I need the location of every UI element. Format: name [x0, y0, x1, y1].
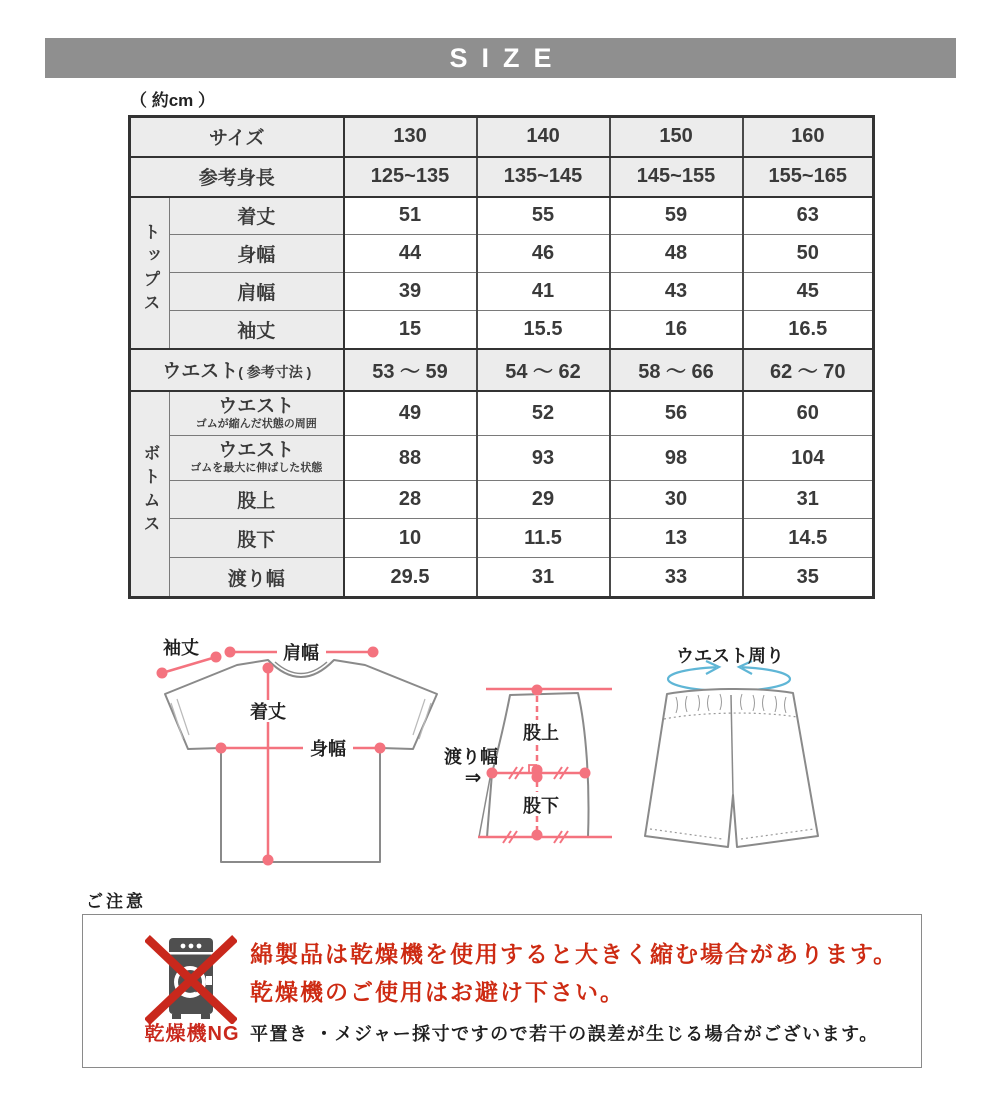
waist-ref-label-note: ( 参考寸法 ) [238, 364, 312, 380]
waist-relaxed-sub: ゴムが縮んだ状態の周囲 [195, 417, 317, 430]
height-row-label: 参考身長 [130, 157, 344, 197]
shorts-thigh-arrow: ⇒ [464, 767, 482, 789]
shorts-inseam-label: 股下 [523, 796, 559, 816]
unit-note: （ 約cm ） [130, 91, 216, 110]
warning-line-1: 綿製品は乾燥機を使用すると大きく縮む場合があります。 [250, 941, 899, 967]
cell-inseam-160: 14.5 [743, 519, 874, 558]
cell-rise-160: 31 [743, 481, 874, 519]
size-col-140: 140 [477, 117, 610, 157]
bottoms-label-waist-relaxed [170, 391, 344, 436]
notice-heading: ご注意 [86, 892, 146, 911]
cell-waistrelaxed-160: 60 [743, 391, 874, 436]
cell-sleeve-160: 16.5 [743, 311, 874, 349]
cell-inseam-140: 11.5 [477, 519, 610, 558]
tops-group-cell [130, 197, 170, 349]
warning-line-2: 乾燥機のご使用はお避け下さい。 [250, 979, 625, 1005]
cell-body-length-140: 55 [477, 197, 610, 235]
cell-waistrelaxed-150: 56 [610, 391, 743, 436]
cell-waiststretch-150: 98 [610, 436, 743, 481]
bottoms-row-3 [130, 481, 874, 519]
bottoms-group-label: ボトムス [140, 444, 160, 539]
bottoms-row-1 [130, 391, 874, 436]
cell-shoulder-150: 43 [610, 273, 743, 311]
shorts-side-diagram [444, 685, 612, 844]
bottoms-label-inseam: 股下 [170, 519, 344, 558]
waist-stretched-main: ウエスト [218, 440, 295, 462]
cell-waiststretch-140: 93 [477, 436, 610, 481]
height-row [130, 157, 874, 197]
cell-rise-140: 29 [477, 481, 610, 519]
cell-rise-130: 28 [344, 481, 477, 519]
cell-thigh-150: 33 [610, 558, 743, 598]
size-banner-title: SIZE [449, 42, 566, 73]
size-col-130: 130 [344, 117, 477, 157]
cell-waistrelaxed-140: 52 [477, 391, 610, 436]
cell-waistref-150: 58 〜 66 [610, 349, 743, 391]
tops-label-body-width: 身幅 [170, 235, 344, 273]
cell-inseam-130: 10 [344, 519, 477, 558]
tops-row-2 [130, 235, 874, 273]
size-col-160: 160 [743, 117, 874, 157]
cell-inseam-150: 13 [610, 519, 743, 558]
size-col-150: 150 [610, 117, 743, 157]
waist-stretched-sub: ゴムを最大に伸ばした状態 [190, 462, 323, 475]
shorts-thigh-width-label: 渡り幅 [444, 747, 498, 767]
waist-around-label: ウエスト周り [676, 646, 784, 666]
dryer-ng-label: 乾燥機NG [144, 1023, 240, 1045]
waist-reference-row [130, 349, 874, 391]
cell-body-length-160: 63 [743, 197, 874, 235]
height-140: 135~145 [477, 157, 610, 197]
cell-body-width-150: 48 [610, 235, 743, 273]
measurement-note: 平置き ・メジャー採寸ですので若干の誤差が生じる場合がございます。 [250, 1024, 879, 1044]
shorts-front-diagram [645, 646, 818, 847]
size-table [128, 115, 875, 599]
cell-waistref-140: 54 〜 62 [477, 349, 610, 391]
tshirt-body-width-label: 身幅 [310, 739, 346, 759]
bottoms-label-waist-stretched [170, 436, 344, 481]
cell-waistref-130: 53 〜 59 [344, 349, 477, 391]
cell-sleeve-140: 15.5 [477, 311, 610, 349]
cell-waistrelaxed-130: 49 [344, 391, 477, 436]
tshirt-outline [165, 660, 437, 862]
tops-row-3 [130, 273, 874, 311]
cell-shoulder-140: 41 [477, 273, 610, 311]
dryer-ng-icon [145, 930, 237, 1024]
size-banner [45, 38, 956, 78]
cell-body-width-140: 46 [477, 235, 610, 273]
tops-label-shoulder: 肩幅 [170, 273, 344, 311]
measurement-diagrams [0, 618, 1001, 900]
tops-label-sleeve: 袖丈 [170, 311, 344, 349]
cell-thigh-130: 29.5 [344, 558, 477, 598]
height-130: 125~135 [344, 157, 477, 197]
bottoms-group-cell [130, 391, 170, 598]
cell-body-width-160: 50 [743, 235, 874, 273]
tops-label-body-length: 着丈 [170, 197, 344, 235]
cell-body-width-130: 44 [344, 235, 477, 273]
notice-text [250, 940, 920, 1046]
waist-relaxed-main: ウエスト [218, 395, 295, 417]
size-header-row [130, 117, 874, 157]
cell-body-length-130: 51 [344, 197, 477, 235]
tshirt-shoulder-width-label: 肩幅 [283, 643, 319, 663]
shorts-rise-label: 股上 [523, 723, 559, 743]
bottoms-label-thigh: 渡り幅 [170, 558, 344, 598]
bottoms-row-4 [130, 519, 874, 558]
cell-thigh-140: 31 [477, 558, 610, 598]
bottoms-row-5 [130, 558, 874, 598]
tshirt-sleeve-length-label: 袖丈 [163, 638, 199, 658]
cell-waiststretch-130: 88 [344, 436, 477, 481]
cell-shoulder-130: 39 [344, 273, 477, 311]
cell-rise-150: 30 [610, 481, 743, 519]
cell-sleeve-130: 15 [344, 311, 477, 349]
cell-body-length-150: 59 [610, 197, 743, 235]
bottoms-row-2 [130, 436, 874, 481]
tops-row-1 [130, 197, 874, 235]
cell-sleeve-150: 16 [610, 311, 743, 349]
tshirt-body-length-label: 着丈 [250, 702, 286, 722]
tops-row-4 [130, 311, 874, 349]
cell-waiststretch-160: 104 [743, 436, 874, 481]
tops-group-label: トップス [140, 223, 160, 317]
tshirt-diagram [157, 637, 438, 866]
waist-ref-label [130, 349, 344, 391]
cell-thigh-160: 35 [743, 558, 874, 598]
height-150: 145~155 [610, 157, 743, 197]
cell-shoulder-160: 45 [743, 273, 874, 311]
waist-ref-label-main: ウエスト [162, 361, 239, 382]
size-row-label: サイズ [130, 117, 344, 157]
cell-waistref-160: 62 〜 70 [743, 349, 874, 391]
bottoms-label-rise: 股上 [170, 481, 344, 519]
height-160: 155~165 [743, 157, 874, 197]
